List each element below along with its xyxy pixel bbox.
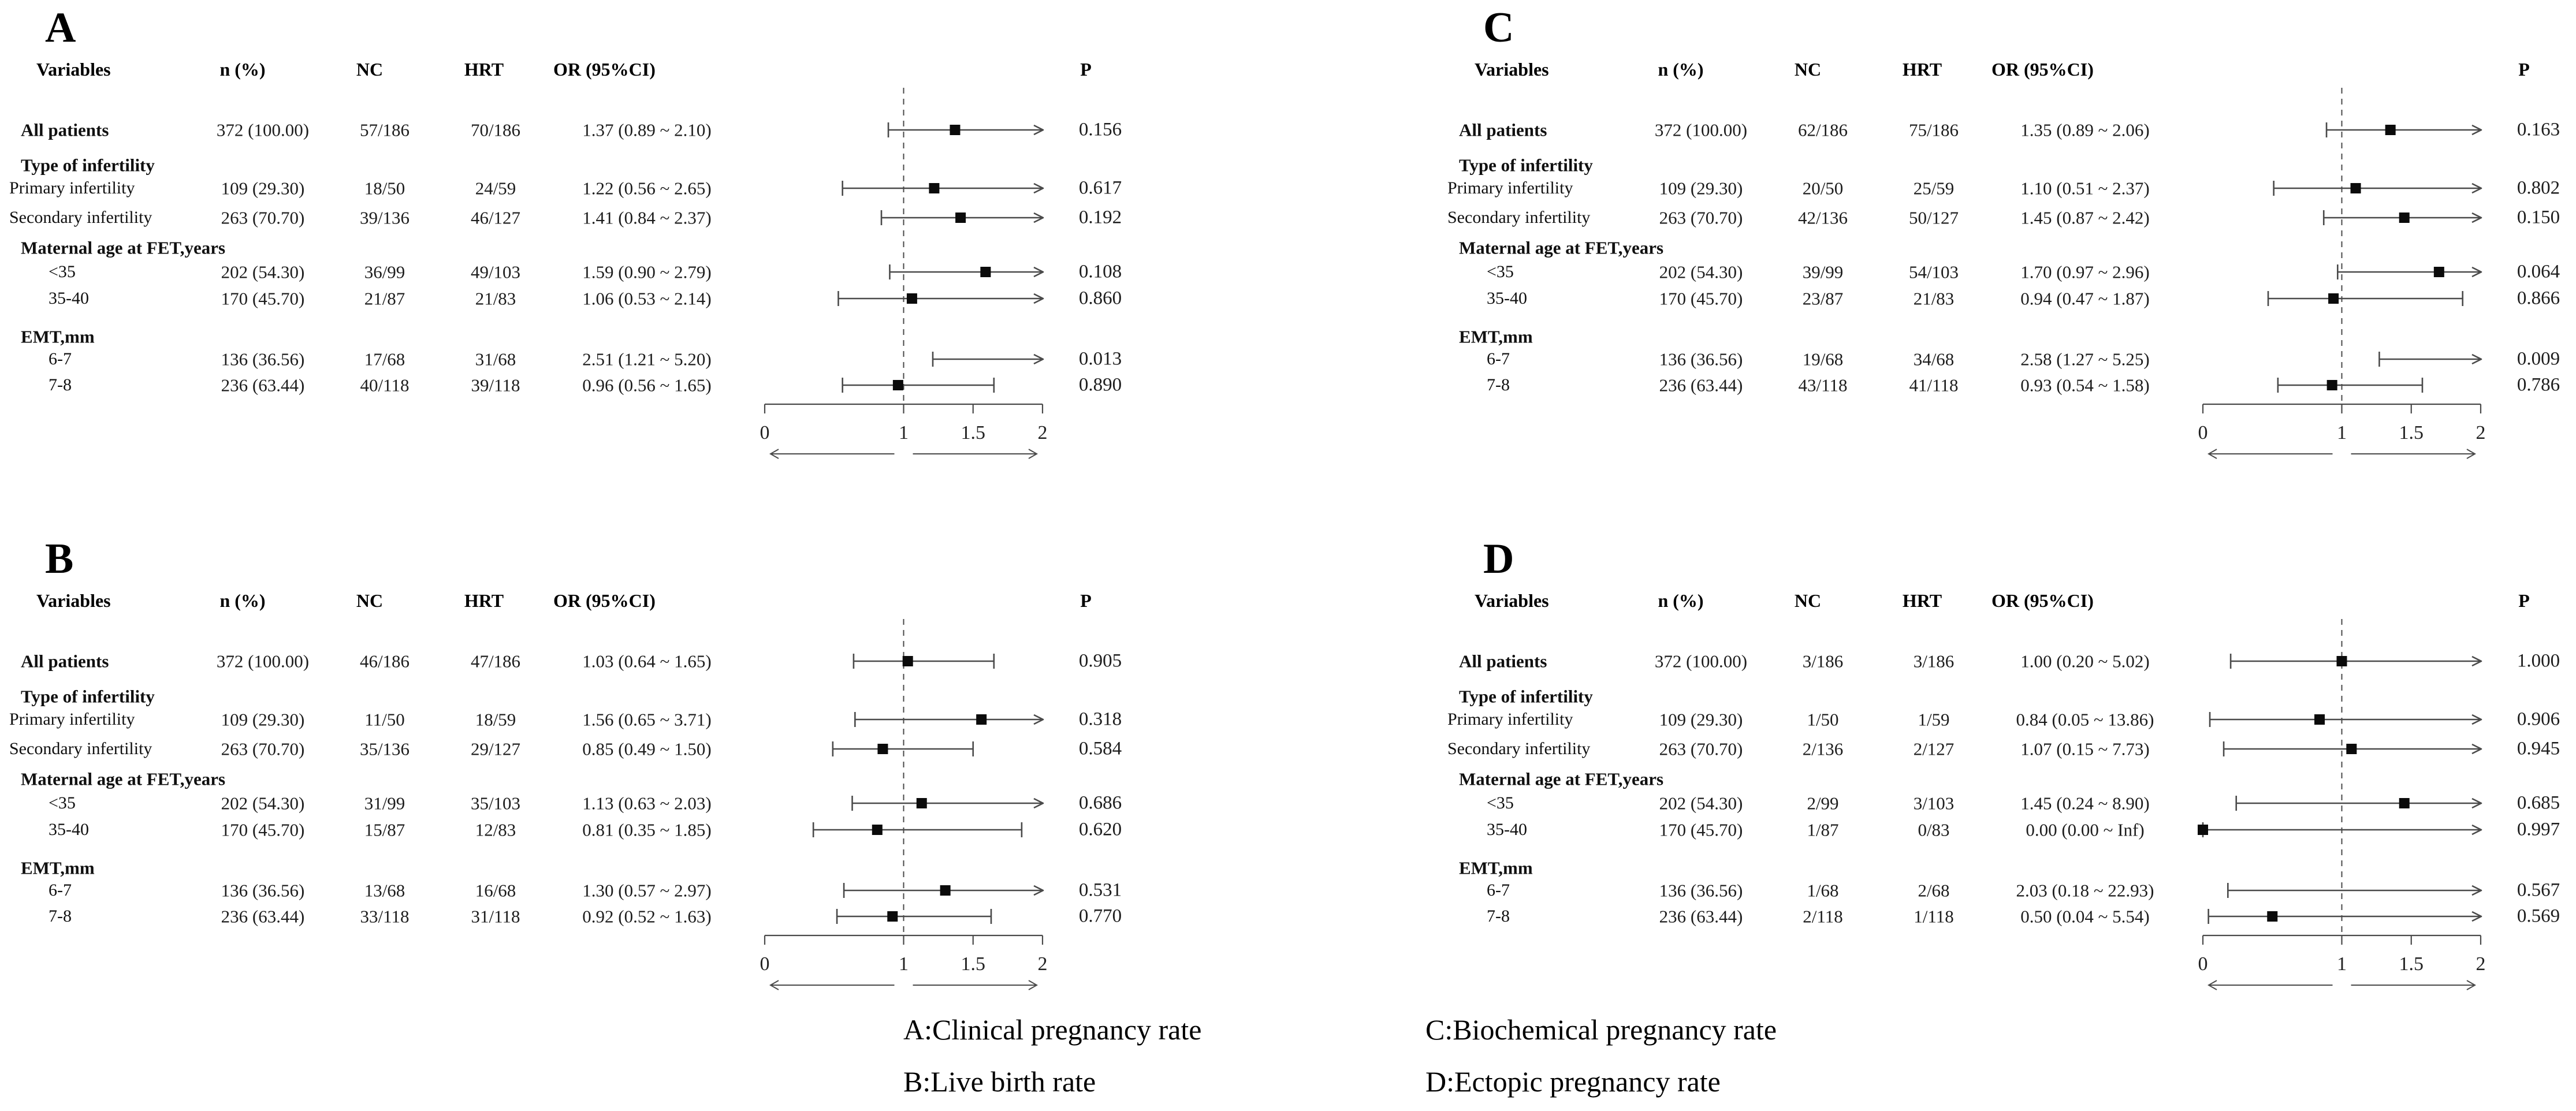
cell-or-ci: 1.00 (0.20 ~ 5.02): [2020, 651, 2150, 672]
col-header-or: OR (95%CI): [1991, 59, 2094, 80]
cell-p-value: 0.163: [2517, 119, 2560, 140]
cell-hrt: 18/59: [475, 709, 516, 730]
cell-nc: 62/186: [1797, 120, 1848, 140]
cell-n: 202 (54.30): [221, 793, 305, 814]
row-label: 6-7: [49, 881, 72, 900]
row-label: 6-7: [1487, 881, 1510, 900]
cell-or-ci: 2.03 (0.18 ~ 22.93): [2016, 880, 2154, 901]
cell-p-value: 0.685: [2517, 792, 2560, 814]
cell-n: 170 (45.70): [221, 288, 305, 309]
cell-nc: 21/87: [364, 288, 405, 309]
group-row-label: Maternal age at FET,years: [21, 237, 226, 258]
col-header-hrt: HRT: [464, 59, 504, 80]
row-label: 6-7: [1487, 349, 1510, 368]
cell-or-ci: 1.30 (0.57 ~ 2.97): [582, 880, 712, 901]
row-label: 35-40: [1487, 289, 1527, 308]
cell-or-ci: 1.59 (0.90 ~ 2.79): [582, 262, 712, 282]
cell-hrt: 12/83: [475, 819, 516, 840]
cell-n: 170 (45.70): [221, 819, 305, 840]
cell-p-value: 0.617: [1078, 177, 1122, 199]
cell-nc: 31/99: [364, 793, 405, 814]
cell-n: 109 (29.30): [1659, 709, 1743, 730]
or-marker: [955, 212, 966, 223]
cell-hrt: 21/83: [1913, 288, 1955, 309]
caption-panel-a: A:Clinical pregnancy rate: [903, 1013, 1202, 1046]
or-marker: [887, 911, 898, 922]
cell-n: 263 (70.70): [1659, 739, 1743, 759]
cell-hrt: 25/59: [1913, 178, 1955, 199]
x-axis-tick-label: 2: [2476, 953, 2486, 975]
cell-hrt: 29/127: [470, 739, 521, 759]
forest-plot-B: [0, 531, 1138, 1054]
cell-nc: 36/99: [364, 262, 405, 282]
cell-or-ci: 0.93 (0.54 ~ 1.58): [2020, 375, 2150, 396]
panel-A: [0, 0, 1138, 523]
col-header-variables: Variables: [1475, 59, 1549, 80]
cell-n: 372 (100.00): [216, 120, 310, 140]
row-label: <35: [49, 793, 76, 812]
group-row-label: Maternal age at FET,years: [21, 769, 226, 789]
col-header-n: n (%): [219, 59, 266, 80]
cell-n: 170 (45.70): [1659, 288, 1743, 309]
cell-p-value: 0.192: [1078, 207, 1122, 228]
x-axis-tick-label: 2: [1037, 953, 1048, 975]
cell-n: 109 (29.30): [221, 709, 305, 730]
or-marker: [980, 267, 991, 277]
x-axis-tick-label: 1.5: [2399, 953, 2424, 975]
group-row-label: Maternal age at FET,years: [1459, 237, 1664, 258]
or-marker: [940, 885, 951, 896]
cell-n: 136 (36.56): [1659, 880, 1743, 901]
or-marker: [2314, 714, 2325, 725]
cell-nc: 33/118: [360, 906, 410, 927]
cell-hrt: 75/186: [1908, 120, 1959, 140]
cell-hrt: 46/127: [470, 207, 521, 228]
col-header-or: OR (95%CI): [553, 59, 656, 80]
cell-nc: 46/186: [359, 651, 410, 672]
row-label: All patients: [21, 120, 109, 140]
group-row-label: Type of infertility: [21, 155, 155, 176]
cell-n: 202 (54.30): [1659, 793, 1743, 814]
or-marker: [893, 380, 903, 390]
col-header-variables: Variables: [36, 590, 111, 611]
cell-or-ci: 1.06 (0.53 ~ 2.14): [582, 288, 712, 309]
cell-hrt: 31/68: [475, 349, 516, 370]
row-label: 7-8: [49, 907, 72, 926]
x-axis-tick-label: 0: [760, 422, 770, 443]
cell-hrt: 3/103: [1913, 793, 1955, 814]
cell-or-ci: 0.92 (0.52 ~ 1.63): [582, 906, 712, 927]
col-header-n: n (%): [1658, 590, 1704, 611]
col-header-p: P: [1080, 590, 1092, 611]
panel-letter-A: A: [45, 4, 76, 51]
cell-p-value: 0.890: [1078, 374, 1122, 396]
cell-or-ci: 1.56 (0.65 ~ 3.71): [582, 709, 712, 730]
col-header-n: n (%): [219, 590, 266, 611]
x-axis-tick-label: 1.5: [2399, 422, 2424, 443]
cell-n: 236 (63.44): [1659, 375, 1743, 396]
caption-panel-b: B:Live birth rate: [903, 1065, 1096, 1098]
cell-or-ci: 1.35 (0.89 ~ 2.06): [2020, 120, 2150, 140]
row-label: 35-40: [49, 820, 89, 839]
or-marker: [877, 744, 888, 754]
col-header-hrt: HRT: [464, 590, 504, 611]
cell-n: 236 (63.44): [221, 906, 305, 927]
or-marker: [976, 714, 987, 725]
col-header-nc: NC: [356, 59, 384, 80]
cell-p-value: 0.866: [2517, 288, 2560, 309]
cell-nc: 11/50: [364, 709, 405, 730]
row-label: All patients: [1459, 651, 1547, 672]
cell-or-ci: 1.10 (0.51 ~ 2.37): [2020, 178, 2150, 199]
or-marker: [2328, 293, 2339, 304]
cell-hrt: 41/118: [1909, 375, 1959, 396]
cell-n: 202 (54.30): [1659, 262, 1743, 282]
or-marker: [903, 656, 913, 666]
x-axis-tick-label: 0: [760, 953, 770, 975]
cell-nc: 1/50: [1807, 709, 1839, 730]
cell-n: 109 (29.30): [221, 178, 305, 199]
row-label: Secondary infertility: [9, 208, 152, 227]
or-marker: [2399, 212, 2410, 223]
group-row-label: EMT,mm: [1459, 858, 1533, 878]
cell-n: 372 (100.00): [216, 651, 310, 672]
group-row-label: EMT,mm: [21, 326, 95, 347]
cell-n: 236 (63.44): [1659, 906, 1743, 927]
cell-hrt: 39/118: [471, 375, 520, 396]
cell-or-ci: 1.13 (0.63 ~ 2.03): [582, 793, 712, 814]
col-header-n: n (%): [1658, 59, 1704, 80]
row-label: <35: [1487, 793, 1514, 812]
group-row-label: EMT,mm: [21, 858, 95, 878]
x-axis-tick-label: 1.5: [961, 953, 985, 975]
col-header-nc: NC: [1794, 590, 1822, 611]
cell-or-ci: 1.07 (0.15 ~ 7.73): [2020, 739, 2150, 759]
cell-hrt: 31/118: [471, 906, 520, 927]
cell-or-ci: 2.58 (1.27 ~ 5.25): [2020, 349, 2150, 370]
or-marker: [929, 183, 939, 193]
forest-plot-D: [1438, 531, 2576, 1054]
col-header-p: P: [1080, 59, 1092, 80]
col-header-variables: Variables: [1475, 590, 1549, 611]
cell-n: 263 (70.70): [1659, 207, 1743, 228]
row-label: Primary infertility: [1447, 710, 1573, 729]
x-axis-tick-label: 2: [2476, 422, 2486, 443]
cell-n: 372 (100.00): [1654, 120, 1748, 140]
cell-nc: 57/186: [359, 120, 410, 140]
cell-hrt: 21/83: [475, 288, 516, 309]
cell-or-ci: 1.37 (0.89 ~ 2.10): [582, 120, 712, 140]
forest-plot-A: [0, 0, 1138, 523]
cell-nc: 13/68: [364, 880, 405, 901]
cell-n: 202 (54.30): [221, 262, 305, 282]
cell-nc: 1/68: [1807, 880, 1839, 901]
cell-hrt: 50/127: [1908, 207, 1959, 228]
cell-nc: 35/136: [359, 739, 410, 759]
row-label: Primary infertility: [1447, 178, 1573, 197]
cell-or-ci: 2.51 (1.21 ~ 5.20): [582, 349, 712, 370]
cell-hrt: 0/83: [1918, 819, 1950, 840]
cell-p-value: 0.906: [2517, 709, 2560, 730]
or-marker: [2267, 911, 2277, 922]
cell-hrt: 35/103: [470, 793, 521, 814]
cell-hrt: 2/68: [1918, 880, 1950, 901]
cell-or-ci: 1.22 (0.56 ~ 2.65): [582, 178, 712, 199]
cell-nc: 3/186: [1802, 651, 1844, 672]
cell-or-ci: 0.81 (0.35 ~ 1.85): [582, 819, 712, 840]
cell-p-value: 0.860: [1078, 288, 1122, 309]
group-row-label: Maternal age at FET,years: [1459, 769, 1664, 789]
cell-hrt: 54/103: [1908, 262, 1959, 282]
cell-p-value: 0.156: [1078, 119, 1122, 140]
row-label: Primary infertility: [9, 710, 135, 729]
panel-D: [1438, 531, 2576, 1054]
cell-hrt: 47/186: [470, 651, 521, 672]
row-label: 35-40: [1487, 820, 1527, 839]
cell-p-value: 0.620: [1078, 819, 1122, 840]
cell-p-value: 0.584: [1078, 738, 1122, 759]
cell-nc: 19/68: [1802, 349, 1844, 370]
row-label: 7-8: [49, 375, 72, 394]
cell-p-value: 0.531: [1078, 879, 1122, 901]
row-label: <35: [1487, 262, 1514, 281]
col-header-or: OR (95%CI): [553, 590, 656, 611]
cell-or-ci: 1.41 (0.84 ~ 2.37): [582, 207, 712, 228]
x-axis-tick-label: 1: [899, 422, 909, 443]
cell-p-value: 0.905: [1078, 650, 1122, 672]
cell-p-value: 0.945: [2517, 738, 2560, 759]
group-row-label: Type of infertility: [21, 686, 155, 707]
x-axis-tick-label: 1: [2337, 422, 2347, 443]
panel-letter-D: D: [1483, 535, 1514, 583]
cell-p-value: 0.318: [1078, 709, 1122, 730]
cell-nc: 18/50: [364, 178, 405, 199]
row-label: All patients: [1459, 120, 1547, 140]
cell-p-value: 0.064: [2517, 261, 2560, 282]
cell-or-ci: 1.03 (0.64 ~ 1.65): [582, 651, 712, 672]
or-marker: [917, 798, 927, 808]
col-header-or: OR (95%CI): [1991, 590, 2094, 611]
x-axis-tick-label: 1: [2337, 953, 2347, 975]
cell-or-ci: 1.45 (0.24 ~ 8.90): [2020, 793, 2150, 814]
cell-n: 263 (70.70): [221, 207, 305, 228]
cell-n: 136 (36.56): [221, 349, 305, 370]
cell-p-value: 0.009: [2517, 348, 2560, 370]
or-marker: [2346, 744, 2357, 754]
caption-panel-c: C:Biochemical pregnancy rate: [1425, 1013, 1777, 1046]
cell-or-ci: 1.45 (0.87 ~ 2.42): [2020, 207, 2150, 228]
cell-nc: 20/50: [1802, 178, 1844, 199]
cell-n: 236 (63.44): [221, 375, 305, 396]
panel-B: [0, 531, 1138, 1054]
cell-nc: 2/99: [1807, 793, 1839, 814]
cell-hrt: 16/68: [475, 880, 516, 901]
cell-n: 109 (29.30): [1659, 178, 1743, 199]
cell-hrt: 3/186: [1913, 651, 1955, 672]
cell-or-ci: 0.00 (0.00 ~ Inf): [2026, 819, 2145, 840]
cell-n: 136 (36.56): [1659, 349, 1743, 370]
col-header-hrt: HRT: [1902, 590, 1942, 611]
cell-nc: 2/118: [1803, 906, 1843, 927]
cell-hrt: 1/118: [1914, 906, 1954, 927]
cell-nc: 1/87: [1807, 819, 1839, 840]
or-marker: [2434, 267, 2444, 277]
cell-p-value: 0.569: [2517, 905, 2560, 927]
row-label: Primary infertility: [9, 178, 135, 197]
cell-hrt: 24/59: [475, 178, 516, 199]
panel-letter-B: B: [45, 535, 74, 583]
cell-n: 170 (45.70): [1659, 819, 1743, 840]
col-header-nc: NC: [356, 590, 384, 611]
group-row-label: Type of infertility: [1459, 155, 1593, 176]
cell-p-value: 0.802: [2517, 177, 2560, 199]
x-axis-tick-label: 0: [2198, 953, 2208, 975]
cell-nc: 43/118: [1798, 375, 1848, 396]
cell-nc: 15/87: [364, 819, 405, 840]
cell-p-value: 0.786: [2517, 374, 2560, 396]
cell-n: 136 (36.56): [221, 880, 305, 901]
cell-p-value: 0.770: [1078, 905, 1122, 927]
group-row-label: EMT,mm: [1459, 326, 1533, 347]
cell-nc: 40/118: [360, 375, 410, 396]
cell-nc: 39/136: [359, 207, 410, 228]
cell-or-ci: 0.84 (0.05 ~ 13.86): [2016, 709, 2154, 730]
col-header-hrt: HRT: [1902, 59, 1942, 80]
cell-nc: 17/68: [364, 349, 405, 370]
group-row-label: Type of infertility: [1459, 686, 1593, 707]
cell-or-ci: 0.96 (0.56 ~ 1.65): [582, 375, 712, 396]
cell-nc: 23/87: [1802, 288, 1844, 309]
cell-or-ci: 0.50 (0.04 ~ 5.54): [2020, 906, 2150, 927]
row-label: 35-40: [49, 289, 89, 308]
cell-p-value: 1.000: [2517, 650, 2560, 672]
cell-or-ci: 1.70 (0.97 ~ 2.96): [2020, 262, 2150, 282]
cell-p-value: 0.997: [2517, 819, 2560, 840]
col-header-p: P: [2518, 59, 2530, 80]
row-label: 7-8: [1487, 375, 1510, 394]
cell-hrt: 49/103: [470, 262, 521, 282]
col-header-variables: Variables: [36, 59, 111, 80]
panel-C: [1438, 0, 2576, 523]
cell-or-ci: 0.94 (0.47 ~ 1.87): [2020, 288, 2150, 309]
cell-p-value: 0.150: [2517, 207, 2560, 228]
cell-hrt: 1/59: [1918, 709, 1950, 730]
or-marker: [950, 125, 960, 135]
cell-or-ci: 0.85 (0.49 ~ 1.50): [582, 739, 712, 759]
row-label: All patients: [21, 651, 109, 672]
or-marker: [2337, 656, 2347, 666]
caption-panel-d: D:Ectopic pregnancy rate: [1425, 1065, 1721, 1098]
x-axis-tick-label: 1.5: [961, 422, 985, 443]
or-marker: [2351, 183, 2361, 193]
panel-letter-C: C: [1483, 4, 1514, 51]
or-marker: [2327, 380, 2337, 390]
cell-nc: 2/136: [1802, 739, 1844, 759]
x-axis-tick-label: 0: [2198, 422, 2208, 443]
cell-nc: 39/99: [1802, 262, 1844, 282]
or-marker: [2198, 825, 2208, 835]
cell-p-value: 0.686: [1078, 792, 1122, 814]
cell-nc: 42/136: [1797, 207, 1848, 228]
cell-p-value: 0.108: [1078, 261, 1122, 282]
or-marker: [2399, 798, 2410, 808]
row-label: 7-8: [1487, 907, 1510, 926]
cell-hrt: 34/68: [1913, 349, 1955, 370]
cell-p-value: 0.013: [1078, 348, 1122, 370]
or-marker: [907, 293, 917, 304]
cell-n: 372 (100.00): [1654, 651, 1748, 672]
cell-hrt: 2/127: [1913, 739, 1955, 759]
row-label: Secondary infertility: [1447, 208, 1591, 227]
row-label: Secondary infertility: [1447, 739, 1591, 758]
col-header-p: P: [2518, 590, 2530, 611]
col-header-nc: NC: [1794, 59, 1822, 80]
cell-p-value: 0.567: [2517, 879, 2560, 901]
x-axis-tick-label: 2: [1037, 422, 1048, 443]
or-marker: [872, 825, 883, 835]
row-label: Secondary infertility: [9, 739, 152, 758]
row-label: 6-7: [49, 349, 72, 368]
forest-plot-C: [1438, 0, 2576, 523]
cell-n: 263 (70.70): [221, 739, 305, 759]
cell-hrt: 70/186: [470, 120, 521, 140]
x-axis-tick-label: 1: [899, 953, 909, 975]
or-marker: [2385, 125, 2396, 135]
row-label: <35: [49, 262, 76, 281]
